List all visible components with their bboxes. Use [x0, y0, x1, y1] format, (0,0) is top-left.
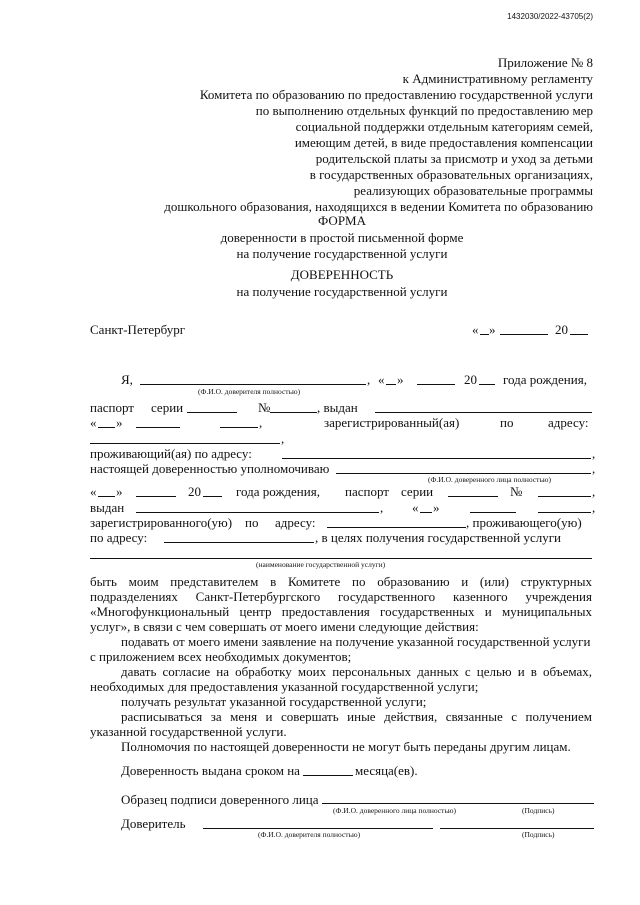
date-quote-open: « — [472, 322, 479, 337]
form-subtitle: доверенности в простой письменной форме — [220, 230, 464, 245]
appendix-line: реализующих образовательные программы — [353, 183, 593, 198]
residing-address-field[interactable] — [282, 458, 591, 459]
form-subtitle: на получение государственной услуги — [236, 246, 448, 261]
agent-name-field[interactable] — [336, 473, 591, 474]
service-name-field[interactable] — [90, 558, 592, 559]
birth-label: года рождения, — [236, 484, 320, 499]
birth-year-field[interactable] — [479, 384, 495, 385]
registered-label: зарегистрированный(ая) — [324, 415, 460, 430]
birth-label: года рождения, — [503, 372, 587, 387]
birth-month-field[interactable] — [417, 384, 455, 385]
document-reference-number: 1432030/2022-43705(2) — [507, 12, 593, 21]
caption-signature: (Подпись) — [522, 806, 555, 815]
appendix-line: родительской платы за присмотр и уход за детьми — [315, 151, 593, 166]
agent-birth-day-field[interactable] — [98, 496, 115, 497]
quote-close: » — [433, 500, 440, 515]
number-label: № — [510, 484, 523, 499]
action-line: расписываться за меня и совершать иные действия, связанные с получением — [121, 709, 592, 724]
caption-agent-signature-name: (Ф.И.О. доверенного лица полностью) — [333, 806, 456, 815]
address-label: адресу: — [548, 415, 589, 430]
ya-label: Я, — [121, 372, 133, 387]
action-line: с приложением всех необходимых документов; — [90, 649, 352, 664]
issue-month-field[interactable] — [136, 427, 180, 428]
appendix-line: Комитета по образованию по предоставлению государственной услуги — [199, 87, 593, 102]
passport-issuer-field[interactable] — [375, 412, 592, 413]
comma: , — [592, 500, 596, 515]
agent-registration-address-field[interactable] — [327, 527, 466, 528]
doc-subtitle: на получение государственной услуги — [236, 284, 448, 299]
residing-label: проживающий(ая) по адресу: — [90, 446, 252, 461]
place-label: Санкт-Петербург — [90, 322, 186, 337]
agent-birth-year-field[interactable] — [203, 496, 222, 497]
caption-principal-name-2: (Ф.И.О. доверителя полностью) — [258, 830, 361, 839]
year-prefix: 20 — [464, 372, 477, 387]
birth-day-field[interactable] — [386, 384, 396, 385]
address-label: адресу: — [275, 515, 316, 530]
principal-label: Доверитель — [121, 816, 186, 831]
caption-signature-2: (Подпись) — [522, 830, 555, 839]
sample-signature-label: Образец подписи доверенного лица — [121, 792, 319, 807]
passport-series-field[interactable] — [187, 412, 237, 413]
passport-label: паспорт — [90, 400, 134, 415]
comma: , — [259, 415, 263, 430]
appendix-line: Приложение № 8 — [497, 55, 593, 70]
agent-issue-month-field[interactable] — [470, 512, 516, 513]
issue-day-field[interactable] — [98, 427, 115, 428]
action-line: указанной государственной услуги. — [90, 724, 287, 739]
issued-label: выдан — [90, 500, 125, 515]
agent-issue-year-field[interactable] — [538, 512, 591, 513]
agent-issue-day-field[interactable] — [420, 512, 432, 513]
date-day-field[interactable] — [480, 334, 489, 335]
action-line: получать результат указанной государственной услуги; — [121, 694, 427, 709]
term-suffix: месяца(ев). — [355, 763, 418, 778]
passport-number-field[interactable] — [270, 412, 317, 413]
agent-signature-field[interactable] — [322, 803, 594, 804]
appendix-line: имеющим детей, в виде предоставления компенсации — [294, 135, 593, 150]
by-label: по — [245, 515, 259, 530]
body-line: быть моим представителем в Комитете по образованию и (или) структурных — [90, 574, 592, 589]
body-line: услуг», в связи с чем совершать от моего имени следующие действия: — [90, 619, 479, 634]
comma: , — [281, 431, 285, 446]
quote-open: « — [90, 484, 97, 499]
number-label: № — [258, 400, 271, 415]
action-line: давать согласие на обработку моих персональных данных с целью и в объемах, — [121, 664, 592, 679]
comma: , — [380, 500, 384, 515]
agent-passport-issuer-field[interactable] — [136, 512, 379, 513]
date-month-field[interactable] — [500, 334, 548, 335]
date-year-prefix: 20 — [555, 322, 568, 337]
residing-label: , проживающего(ую) — [466, 515, 582, 530]
agent-birth-month-field[interactable] — [136, 496, 176, 497]
agent-residing-address-field[interactable] — [164, 542, 314, 543]
term-months-field[interactable] — [303, 775, 353, 776]
passport-label: паспорт — [345, 484, 389, 499]
purpose-label: , в целях получения государственной услуги — [315, 530, 562, 545]
principal-name-field[interactable] — [140, 384, 366, 385]
caption-service-name: (наименование государственной услуги) — [256, 560, 386, 569]
appendix-line: дошкольного образования, находящихся в ведении Комитета по образованию — [164, 199, 593, 214]
quote-close: » — [397, 372, 404, 387]
agent-passport-number-field[interactable] — [538, 496, 591, 497]
appendix-line: в государственных образовательных организациях, — [309, 167, 593, 182]
quote-close: » — [116, 484, 123, 499]
doc-title: ДОВЕРЕННОСТЬ — [290, 267, 394, 282]
appendix-line: по выполнению отдельных функций по предоставлению мер — [255, 103, 593, 118]
body-line: «Многофункциональный центр предоставления государственных и муниципальных — [90, 604, 592, 619]
caption-agent-name: (Ф.И.О. доверенного лица полностью) — [428, 475, 551, 484]
principal-signature-field[interactable] — [440, 828, 594, 829]
registered-label: зарегистрированного(ую) — [90, 515, 233, 530]
quote-open: « — [412, 500, 419, 515]
comma: , — [592, 484, 596, 499]
by-label: по — [500, 415, 514, 430]
term-prefix: Доверенность выдана сроком на — [121, 763, 300, 778]
issue-year-field[interactable] — [220, 427, 258, 428]
year-prefix: 20 — [188, 484, 201, 499]
form-title: ФОРМА — [318, 213, 366, 228]
comma: , — [367, 372, 371, 387]
principal-name-signature-field[interactable] — [203, 828, 433, 829]
comma: , — [592, 461, 596, 476]
appendix-line: к Административному регламенту — [402, 71, 593, 86]
quote-close: » — [116, 415, 123, 430]
agent-passport-series-field[interactable] — [448, 496, 498, 497]
body-line: подразделениях Санкт-Петербургского государственного казенного учреждения — [90, 589, 592, 604]
powers-line: Полномочия по настоящей доверенности не могут быть переданы другим лицам. — [121, 739, 571, 754]
date-quote-close: » — [489, 322, 496, 337]
date-year-field[interactable] — [570, 334, 588, 335]
action-line: необходимых для предоставления указанной государственной услуги; — [90, 679, 479, 694]
caption-principal-name: (Ф.И.О. доверителя полностью) — [198, 387, 301, 396]
by-address-label: по адресу: — [90, 530, 148, 545]
action-line: подавать от моего имени заявление на получение указанной государственной услуги — [121, 634, 591, 649]
series-label: серии — [401, 484, 434, 499]
series-label: серии — [151, 400, 184, 415]
registration-address-field[interactable] — [90, 443, 280, 444]
issued-label: , выдан — [317, 400, 358, 415]
quote-open: « — [378, 372, 385, 387]
comma: , — [592, 446, 596, 461]
appendix-line: социальной поддержки отдельным категориям семей, — [295, 119, 593, 134]
entrust-label: настоящей доверенностью уполномочиваю — [90, 461, 330, 476]
quote-open: « — [90, 415, 97, 430]
